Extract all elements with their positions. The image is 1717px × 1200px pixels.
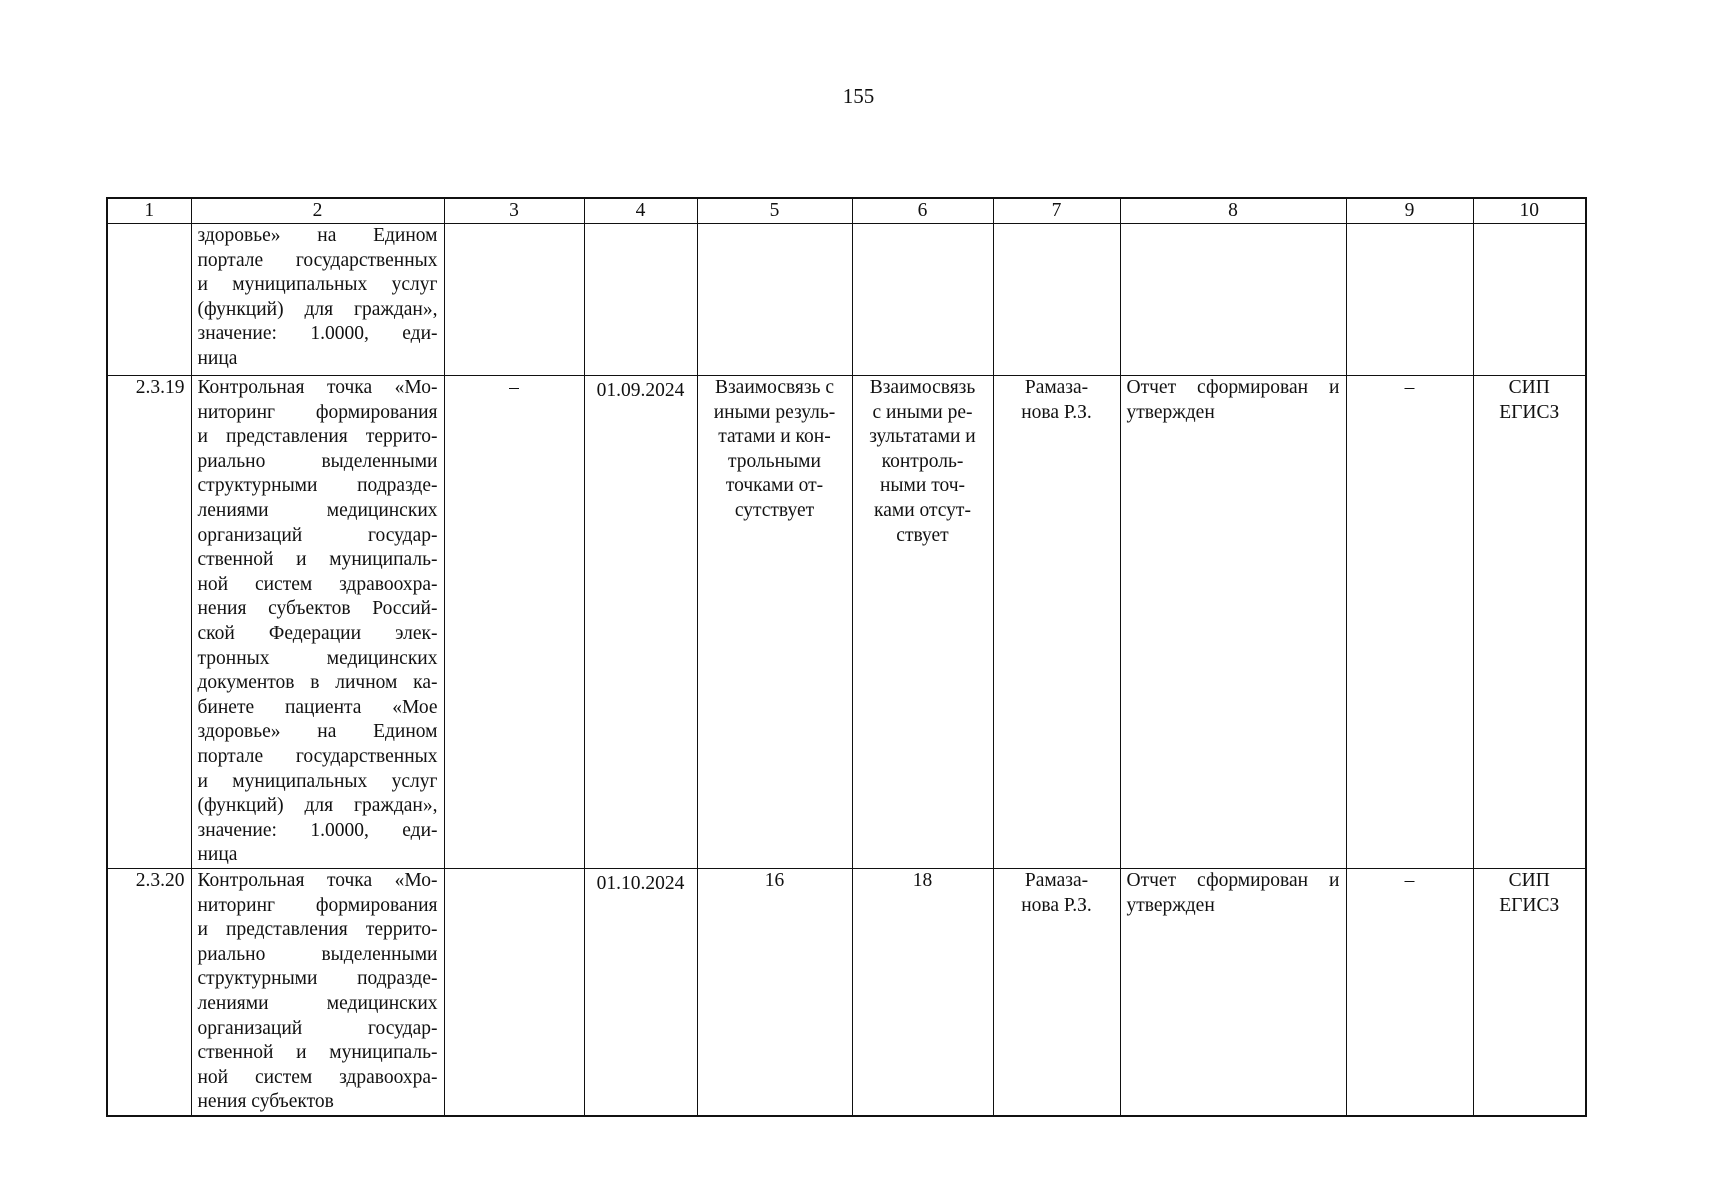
cell-responsible — [993, 224, 1120, 376]
cell-line: Рамаза- — [1024, 870, 1089, 891]
cell-line: Взаимосвязь — [869, 377, 976, 398]
page-number: 155 — [842, 84, 875, 108]
cell-description — [191, 224, 444, 376]
cell-line: значение: 1.0000, еди- — [197, 323, 438, 345]
header-col-5: 5 — [697, 198, 852, 224]
cell-line: утвержден — [1126, 894, 1215, 916]
cell-line: (функций) для граждан», — [197, 795, 438, 817]
cell-line: документов в личном ка- — [197, 672, 438, 694]
cell-date: 01.10.2024 — [584, 869, 697, 1116]
header-col-1: 1 — [107, 198, 191, 224]
header-col-7: 7 — [993, 198, 1120, 224]
cell-line: ской Федерации элек- — [197, 622, 438, 644]
cell-col5 — [697, 376, 852, 869]
cell-col5 — [697, 224, 852, 376]
plan-table — [106, 197, 1587, 1117]
cell-line: риально выделенными — [197, 943, 438, 965]
cell-col9: – — [1346, 376, 1473, 869]
cell-line: лениями медицинских — [197, 992, 438, 1014]
cell-system — [1473, 224, 1586, 376]
header-col-9: 9 — [1346, 198, 1473, 224]
cell-system — [1473, 869, 1586, 1116]
cell-line: ница — [197, 844, 238, 866]
cell-line: нения субъектов Россий- — [197, 598, 438, 620]
cell-line: СИП — [1508, 870, 1550, 891]
cell-line: здоровье» на Едином — [197, 225, 438, 246]
cell-result — [1120, 869, 1346, 1116]
cell-responsible — [993, 376, 1120, 869]
cell-line: бинете пациента «Мое — [197, 696, 438, 718]
cell-line: (функций) для граждан», — [197, 298, 438, 320]
cell-item-number: 2.3.19 — [107, 376, 191, 869]
cell-line: значение: 1.0000, еди- — [197, 819, 438, 841]
cell-line: ными точ- — [880, 475, 965, 497]
cell-col5 — [697, 869, 852, 1116]
cell-line: риально выделенными — [197, 450, 438, 472]
header-col-3: 3 — [444, 198, 584, 224]
cell-col6 — [852, 869, 993, 1116]
cell-line: портале государственных — [197, 745, 438, 767]
cell-col6 — [852, 376, 993, 869]
cell-line: лениями медицинских — [197, 499, 438, 521]
cell-description — [191, 376, 444, 869]
header-col-4: 4 — [584, 198, 697, 224]
cell-date: 01.09.2024 — [584, 376, 697, 869]
cell-line: Отчет сформирован и — [1126, 377, 1340, 398]
cell-line: точками от- — [725, 475, 824, 497]
header-col-8: 8 — [1120, 198, 1346, 224]
cell-line: Взаимосвязь с — [714, 377, 835, 398]
cell-line: ница — [197, 347, 238, 369]
cell-line: 16 — [764, 870, 785, 891]
cell-col6 — [852, 224, 993, 376]
cell-line: иными резуль- — [713, 401, 836, 423]
cell-line: Контрольная точка «Мо- — [197, 377, 438, 398]
cell-line: структурными подразде- — [197, 475, 438, 497]
cell-system — [1473, 376, 1586, 869]
cell-line: и муниципальных услуг — [197, 770, 438, 792]
cell-line: Контрольная точка «Мо- — [197, 870, 438, 891]
header-col-6: 6 — [852, 198, 993, 224]
cell-line: и представления террито- — [197, 426, 438, 448]
cell-date — [584, 224, 697, 376]
cell-line: татами и кон- — [718, 426, 831, 448]
cell-line: Отчет сформирован и — [1126, 870, 1340, 891]
table-row — [107, 224, 1586, 376]
cell-line: нения субъектов — [197, 1091, 334, 1113]
cell-line: СИП — [1508, 377, 1550, 398]
cell-line: ЕГИСЗ — [1499, 401, 1560, 423]
cell-line: нова Р.З. — [1021, 894, 1092, 916]
cell-result — [1120, 224, 1346, 376]
cell-line: портале государственных — [197, 249, 438, 271]
cell-line: ниторинг формирования — [197, 401, 438, 423]
header-row — [107, 198, 1586, 224]
cell-line: структурными подразде- — [197, 968, 438, 990]
header-col-10: 10 — [1473, 198, 1586, 224]
cell-line: и представления террито- — [197, 919, 438, 941]
cell-col3 — [444, 224, 584, 376]
cell-line: трольными — [728, 450, 821, 472]
cell-col3 — [444, 869, 584, 1116]
cell-line: 18 — [912, 870, 933, 891]
cell-line: Рамаза- — [1024, 377, 1089, 398]
cell-col9 — [1346, 224, 1473, 376]
cell-line: сутствует — [734, 499, 815, 521]
cell-item-number: 2.3.20 — [107, 869, 191, 1116]
cell-line: ственной и муниципаль- — [197, 1042, 438, 1064]
cell-line: ной систем здравоохра- — [197, 1066, 438, 1088]
cell-col3: – — [444, 376, 584, 869]
table-row — [107, 376, 1586, 869]
cell-line: ствует — [896, 524, 949, 546]
cell-line: с иными ре- — [872, 401, 973, 423]
cell-line: ками отсут- — [874, 499, 971, 521]
cell-line: и муниципальных услуг — [197, 274, 438, 296]
cell-line: тронных медицинских — [197, 647, 438, 669]
cell-line: зультатами и — [869, 426, 976, 448]
cell-col9: – — [1346, 869, 1473, 1116]
cell-line: контроль- — [881, 450, 964, 472]
cell-line: утвержден — [1126, 401, 1215, 423]
cell-line: здоровье» на Едином — [197, 721, 438, 743]
cell-item-number — [107, 224, 191, 376]
cell-result — [1120, 376, 1346, 869]
cell-line: организаций государ- — [197, 524, 438, 546]
cell-responsible — [993, 869, 1120, 1116]
cell-description — [191, 869, 444, 1116]
header-col-2: 2 — [191, 198, 444, 224]
cell-line: ной систем здравоохра- — [197, 573, 438, 595]
table-row — [107, 869, 1586, 1116]
cell-line: ЕГИСЗ — [1499, 894, 1560, 916]
cell-line: ниторинг формирования — [197, 894, 438, 916]
cell-line: организаций государ- — [197, 1017, 438, 1039]
cell-line: нова Р.З. — [1021, 401, 1092, 423]
cell-line: ственной и муниципаль- — [197, 549, 438, 571]
